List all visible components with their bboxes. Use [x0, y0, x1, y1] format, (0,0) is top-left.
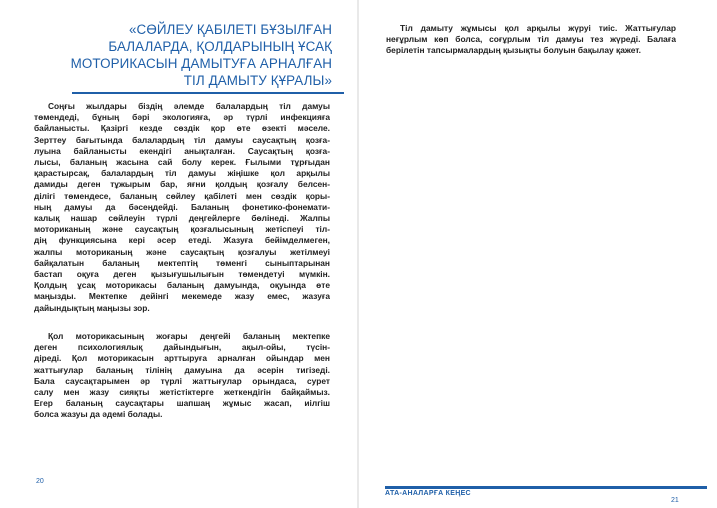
text-line: Қол моторикасының жоғары деңгейі баланың мектепке — [48, 331, 330, 341]
text-line: байланысты. Қазіргі кезде сөздік қор өте өзекті мәселе. — [34, 123, 330, 134]
text-line: жалпы моториканың және саусақтың қозғалуы жетілмеуі — [34, 246, 330, 257]
text-line: салу мен жазу сияқты жетістіктерге жеткендігін байқаймыз. — [34, 387, 330, 398]
text-line: Соңғы жылдары біздің әлемде балалардың тіл дамуы — [48, 101, 330, 111]
text-line: маңызды. Мектепке дейінгі мекемеде жазу емес, жазуға — [34, 291, 330, 302]
text-line: моториканың және саусақтың қозғалысының жетіспеуі тіл- — [34, 224, 330, 235]
footer-section-label: АТА-АНАЛАРҒА КЕҢЕС — [385, 490, 471, 497]
body-paragraph-2 — [34, 331, 330, 421]
title-line: ТІЛ ДАМЫТУ ҚҰРАЛЫ» — [183, 73, 332, 88]
text-line: дайындықтың маңызы зор. — [34, 302, 150, 313]
text-line: лысы, баланың жасына сай болу керек. Ғылыми тұрғыдан — [34, 157, 330, 168]
text-line: байқалатын баланың мектептің төменгі сыныптарынан — [34, 257, 330, 268]
text-line: ділігі төмендесе, баланың сөйлеу қабілеті мен сөздік қоры- — [34, 190, 330, 201]
text-line: Бала саусақтарымен әр түрлі жаттығулар орындаса, сурет — [34, 375, 330, 386]
text-line: калық нашар сөйлеуін түрлі деңгейлерге бөлінеді. Жалпы — [34, 213, 330, 224]
title-line: «СӨЙЛЕУ ҚАБІЛЕТІ БҰЗЫЛҒАН — [129, 22, 332, 37]
title-line: БАЛАЛАРДА, ҚОЛДАРЫНЫҢ ҰСАҚ — [108, 39, 332, 54]
text-line: Егер баланың саусақтары шапшаң жұмыс жасап, иілгіш — [34, 398, 330, 409]
text-line: Зерттеу бағытында балалардың тіл дамуы саусақтың қозға- — [34, 134, 330, 145]
text-line: луына байланысты екендігі анықталған. Саусақтың қозға- — [34, 145, 330, 156]
body-paragraph-1 — [34, 101, 330, 314]
text-line: қарастырсақ, балалардың тіл дамуы жіңішке қол арқылы — [34, 168, 330, 179]
title-underline — [72, 92, 344, 94]
text-line: діреді. Қол моторикасын арттыруға арналған ойындар мен — [34, 353, 330, 364]
page-number-right: 21 — [671, 497, 679, 504]
text-line: ның дамуы да бәсеңдейді. Баланың фонетико-фонемати- — [34, 201, 330, 212]
text-line: төмендеді, бұның бәрі экологияға, әр түрлі инфекцияға — [34, 112, 330, 123]
text-line: Қолдың ұсақ моторикасы баланың дамуында, оқуында өте — [34, 280, 330, 291]
page-number-left: 20 — [36, 478, 44, 485]
text-line: жаттығулар баланың тілінің дамуына да әсерін тигізеді. — [34, 364, 330, 375]
footer-rule — [385, 486, 707, 489]
text-line: неғұрлым көп болса, соғұрлым тіл дамуы тез жүреді. Балаға — [386, 34, 676, 45]
text-line: деген психологиялық дайындығын, ақыл-ойы, түсін- — [34, 342, 330, 353]
text-line: бастап оқуға деген қызығушылығын төмендетуі мүмкін. — [34, 269, 330, 280]
right-page — [359, 0, 717, 508]
text-line: берілетін тапсырмалардың қызықты болуын бақылау қажет. — [386, 45, 641, 56]
left-page — [0, 0, 358, 508]
text-line: болса жазуы да әдемі болады. — [34, 409, 163, 420]
body-paragraph-right — [386, 23, 676, 57]
text-line: дің функциясына кері әсер етеді. Жазуға бейімделмеген, — [34, 235, 330, 246]
article-title — [60, 21, 332, 89]
text-line: Тіл дамыту жұмысы қол арқылы жүруі тиіс. Жаттығулар — [400, 23, 676, 33]
title-line: МОТОРИКАСЫН ДАМЫТУҒА АРНАЛҒАН — [70, 56, 332, 71]
text-line: дамиды деген тұжырым бар, яғни қолдың қозғалу белсен- — [34, 179, 330, 190]
